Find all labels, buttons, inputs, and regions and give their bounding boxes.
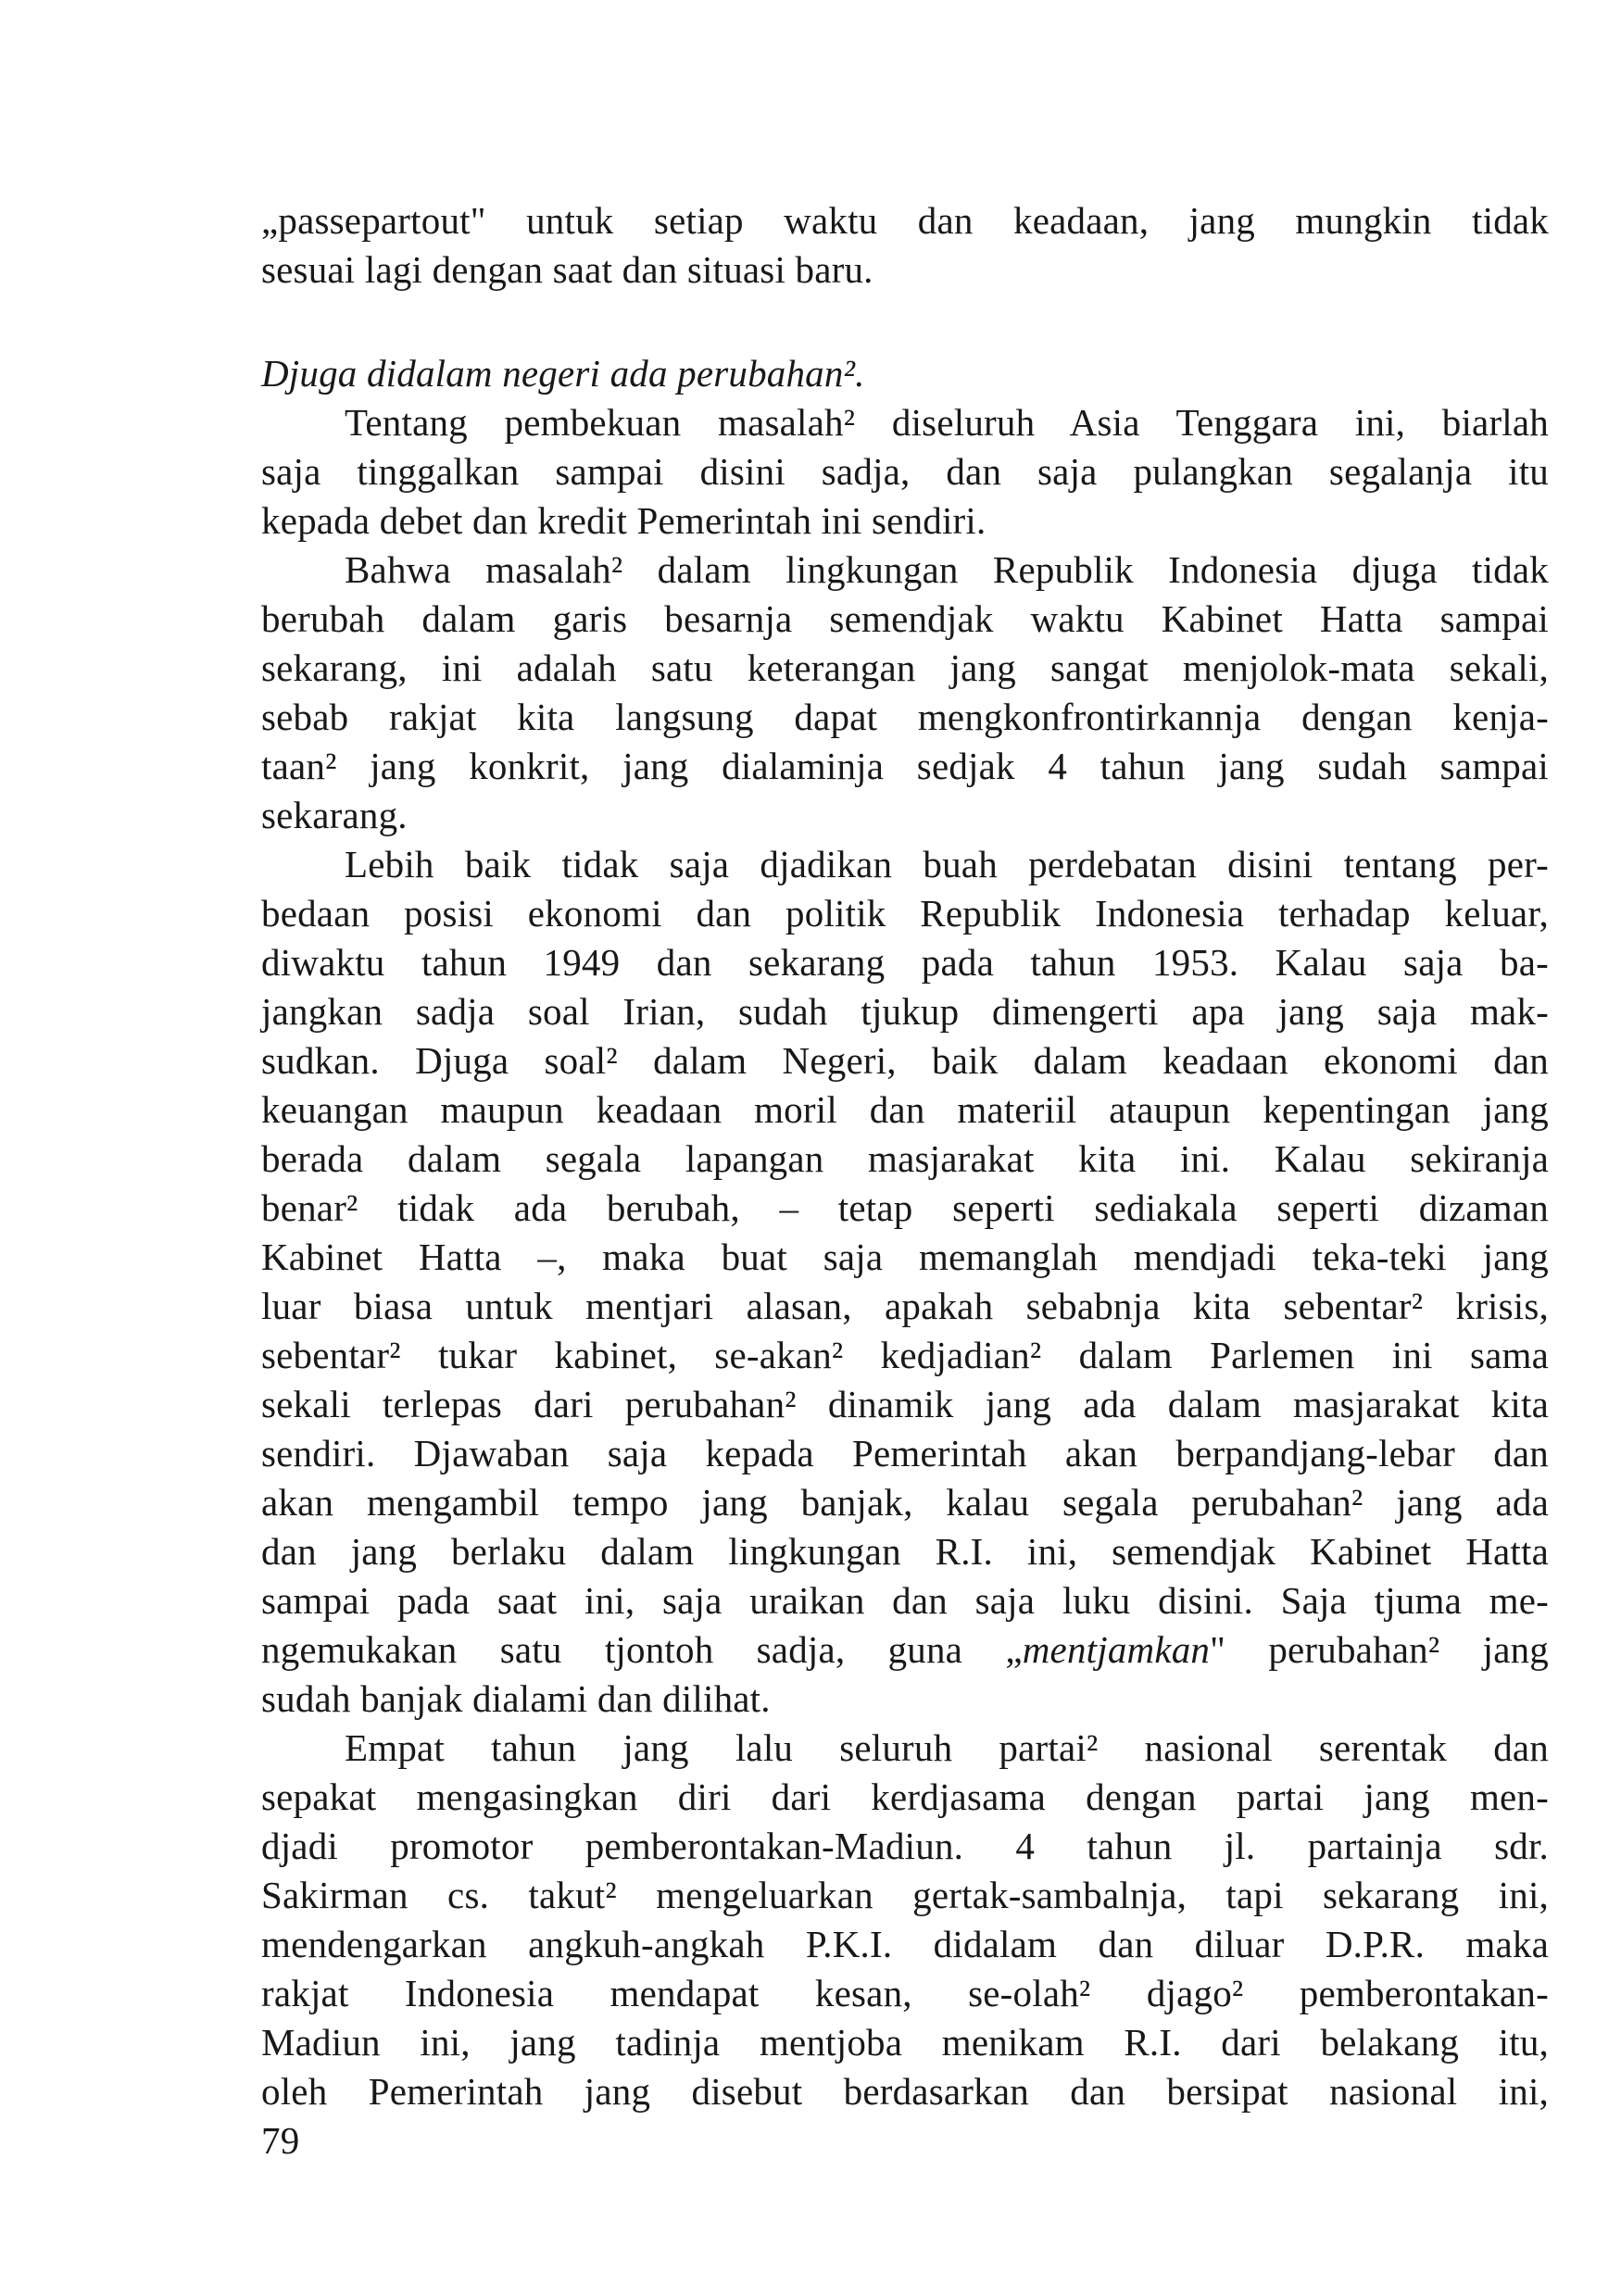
text-segment: Bahwa masalah² dalam lingkungan Republik Indonesia djuga tidak: [345, 548, 1549, 591]
text-segment: " perubahan² jang: [1210, 1628, 1549, 1671]
text-line: [261, 2018, 1549, 2067]
text-line: [261, 840, 1549, 889]
text-segment: luar biasa untuk mentjari alasan, apakah sebabnja kita sebentar² krisis,: [261, 1285, 1549, 1327]
text-line: [261, 1625, 1549, 1675]
text-segment: berada dalam segala lapangan masjarakat kita ini. Kalau sekiranja: [261, 1137, 1549, 1180]
text-line: [261, 196, 1549, 245]
text-segment: sampai pada saat ini, saja uraikan dan saja luku disini. Saja tjuma me-: [261, 1579, 1549, 1622]
text-line: [261, 595, 1549, 644]
text-segment: sebentar² tukar kabinet, se-akan² kedjadian² dalam Parlemen ini sama: [261, 1334, 1549, 1376]
paragraph: [261, 1724, 1549, 2116]
text-line: [261, 1822, 1549, 1871]
page-text: [261, 196, 1549, 2116]
text-segment: Tentang pembekuan masalah² diseluruh Asia Tenggara ini, biarlah: [345, 401, 1549, 444]
text-segment: Kabinet Hatta –, maka buat saja memanglah mendjadi teka-teki jang: [261, 1236, 1549, 1278]
text-line: [261, 398, 1549, 447]
text-segment: Empat tahun jang lalu seluruh partai² nasional serentak dan: [345, 1726, 1549, 1769]
text-line: [261, 1871, 1549, 1920]
text-line: [261, 938, 1549, 987]
text-segment: Sakirman cs. takut² mengeluarkan gertak-sambalnja, tapi sekarang ini,: [261, 1874, 1549, 1916]
text-line: [261, 1036, 1549, 1085]
paragraph: [261, 840, 1549, 1724]
text-line: [261, 496, 1549, 546]
text-line: [261, 1478, 1549, 1527]
text-line: [261, 1184, 1549, 1233]
text-line: [261, 245, 1549, 295]
text-segment: Madiun ini, jang tadinja mentjoba menikam R.I. dari belakang itu,: [261, 2021, 1549, 2064]
text-line: [261, 1576, 1549, 1625]
section-heading: [261, 349, 1549, 398]
text-segment: jangkan sadja soal Irian, sudah tjukup dimengerti apa jang saja mak-: [261, 990, 1549, 1033]
text-line: [261, 1331, 1549, 1380]
text-segment: Lebih baik tidak saja djadikan buah perdebatan disini tentang per-: [345, 843, 1549, 885]
text-line: [261, 1675, 1549, 1724]
text-segment: sekali terlepas dari perubahan² dinamik jang ada dalam masjarakat kita: [261, 1383, 1549, 1425]
text-segment: akan mengambil tempo jang banjak, kalau segala perubahan² jang ada: [261, 1481, 1549, 1524]
paragraph: [261, 398, 1549, 546]
text-segment: taan² jang konkrit, jang dialaminja sedjak 4 tahun jang sudah sampai: [261, 745, 1549, 787]
text-segment: benar² tidak ada berubah, – tetap seperti sediakala seperti dizaman: [261, 1186, 1549, 1229]
text-segment: sudkan. Djuga soal² dalam Negeri, baik dalam keadaan ekonomi dan: [261, 1039, 1549, 1082]
text-segment: djadi promotor pemberontakan-Madiun. 4 tahun jl. partainja sdr.: [261, 1825, 1549, 1867]
text-line: [261, 1085, 1549, 1135]
text-line: [261, 447, 1549, 496]
emphasized-text: mentjamkan: [1022, 1628, 1211, 1671]
text-segment: sendiri. Djawaban saja kepada Pemerintah akan berpandjang-lebar dan: [261, 1432, 1549, 1474]
text-segment: „passepartout" untuk setiap waktu dan keadaan, jang mungkin tidak: [261, 199, 1549, 242]
text-line: [261, 1429, 1549, 1478]
text-line: [261, 644, 1549, 693]
text-segment: rakjat Indonesia mendapat kesan, se-olah² djago² pemberontakan-: [261, 1972, 1549, 2014]
paragraph: [261, 546, 1549, 840]
text-segment: diwaktu tahun 1949 dan sekarang pada tahun 1953. Kalau saja ba-: [261, 941, 1549, 984]
text-line: [261, 1135, 1549, 1184]
section-heading-block: [261, 349, 1549, 398]
text-segment: dan jang berlaku dalam lingkungan R.I. ini, semendjak Kabinet Hatta: [261, 1530, 1549, 1573]
text-segment: keuangan maupun keadaan moril dan materiil ataupun kepentingan jang: [261, 1088, 1549, 1131]
text-segment: sesuai lagi dengan saat dan situasi baru.: [261, 248, 873, 291]
text-segment: sebab rakjat kita langsung dapat mengkonfrontirkannja dengan kenja-: [261, 696, 1549, 738]
text-segment: oleh Pemerintah jang disebut berdasarkan dan bersipat nasional ini,: [261, 2070, 1549, 2113]
text-segment: mendengarkan angkuh-angkah P.K.I. didalam dan diluar D.P.R. maka: [261, 1923, 1549, 1965]
text-line: [261, 1282, 1549, 1331]
text-segment: sekarang.: [261, 794, 408, 836]
text-line: [261, 1969, 1549, 2018]
text-line: [261, 1724, 1549, 1773]
text-line: [261, 2067, 1549, 2116]
text-segment: bedaan posisi ekonomi dan politik Republik Indonesia terhadap keluar,: [261, 892, 1549, 935]
text-line: [261, 1233, 1549, 1282]
text-segment: sekarang, ini adalah satu keterangan jang sangat menjolok-mata sekali,: [261, 646, 1549, 689]
text-segment: berubah dalam garis besarnja semendjak waktu Kabinet Hatta sampai: [261, 597, 1549, 640]
text-segment: kepada debet dan kredit Pemerintah ini sendiri.: [261, 499, 986, 542]
text-line: [261, 1527, 1549, 1576]
page-text-block: [261, 196, 1549, 2165]
page-number: 79: [261, 2119, 300, 2162]
text-line: [261, 693, 1549, 742]
paragraph: [261, 196, 1549, 295]
text-segment: Djuga didalam negeri ada perubahan².: [261, 352, 865, 395]
text-line: [261, 987, 1549, 1036]
text-line: [261, 742, 1549, 791]
text-segment: saja tinggalkan sampai disini sadja, dan saja pulangkan segalanja itu: [261, 450, 1549, 493]
text-segment: sudah banjak dialami dan dilihat.: [261, 1677, 771, 1720]
text-segment: sepakat mengasingkan diri dari kerdjasama dengan partai jang men-: [261, 1775, 1549, 1818]
text-line: [261, 889, 1549, 938]
text-segment: ngemukakan satu tjontoh sadja, guna „: [261, 1628, 1023, 1671]
text-line: [261, 1920, 1549, 1969]
text-line: [261, 1380, 1549, 1429]
text-line: [261, 546, 1549, 595]
text-line: [261, 791, 1549, 840]
text-line: [261, 1773, 1549, 1822]
